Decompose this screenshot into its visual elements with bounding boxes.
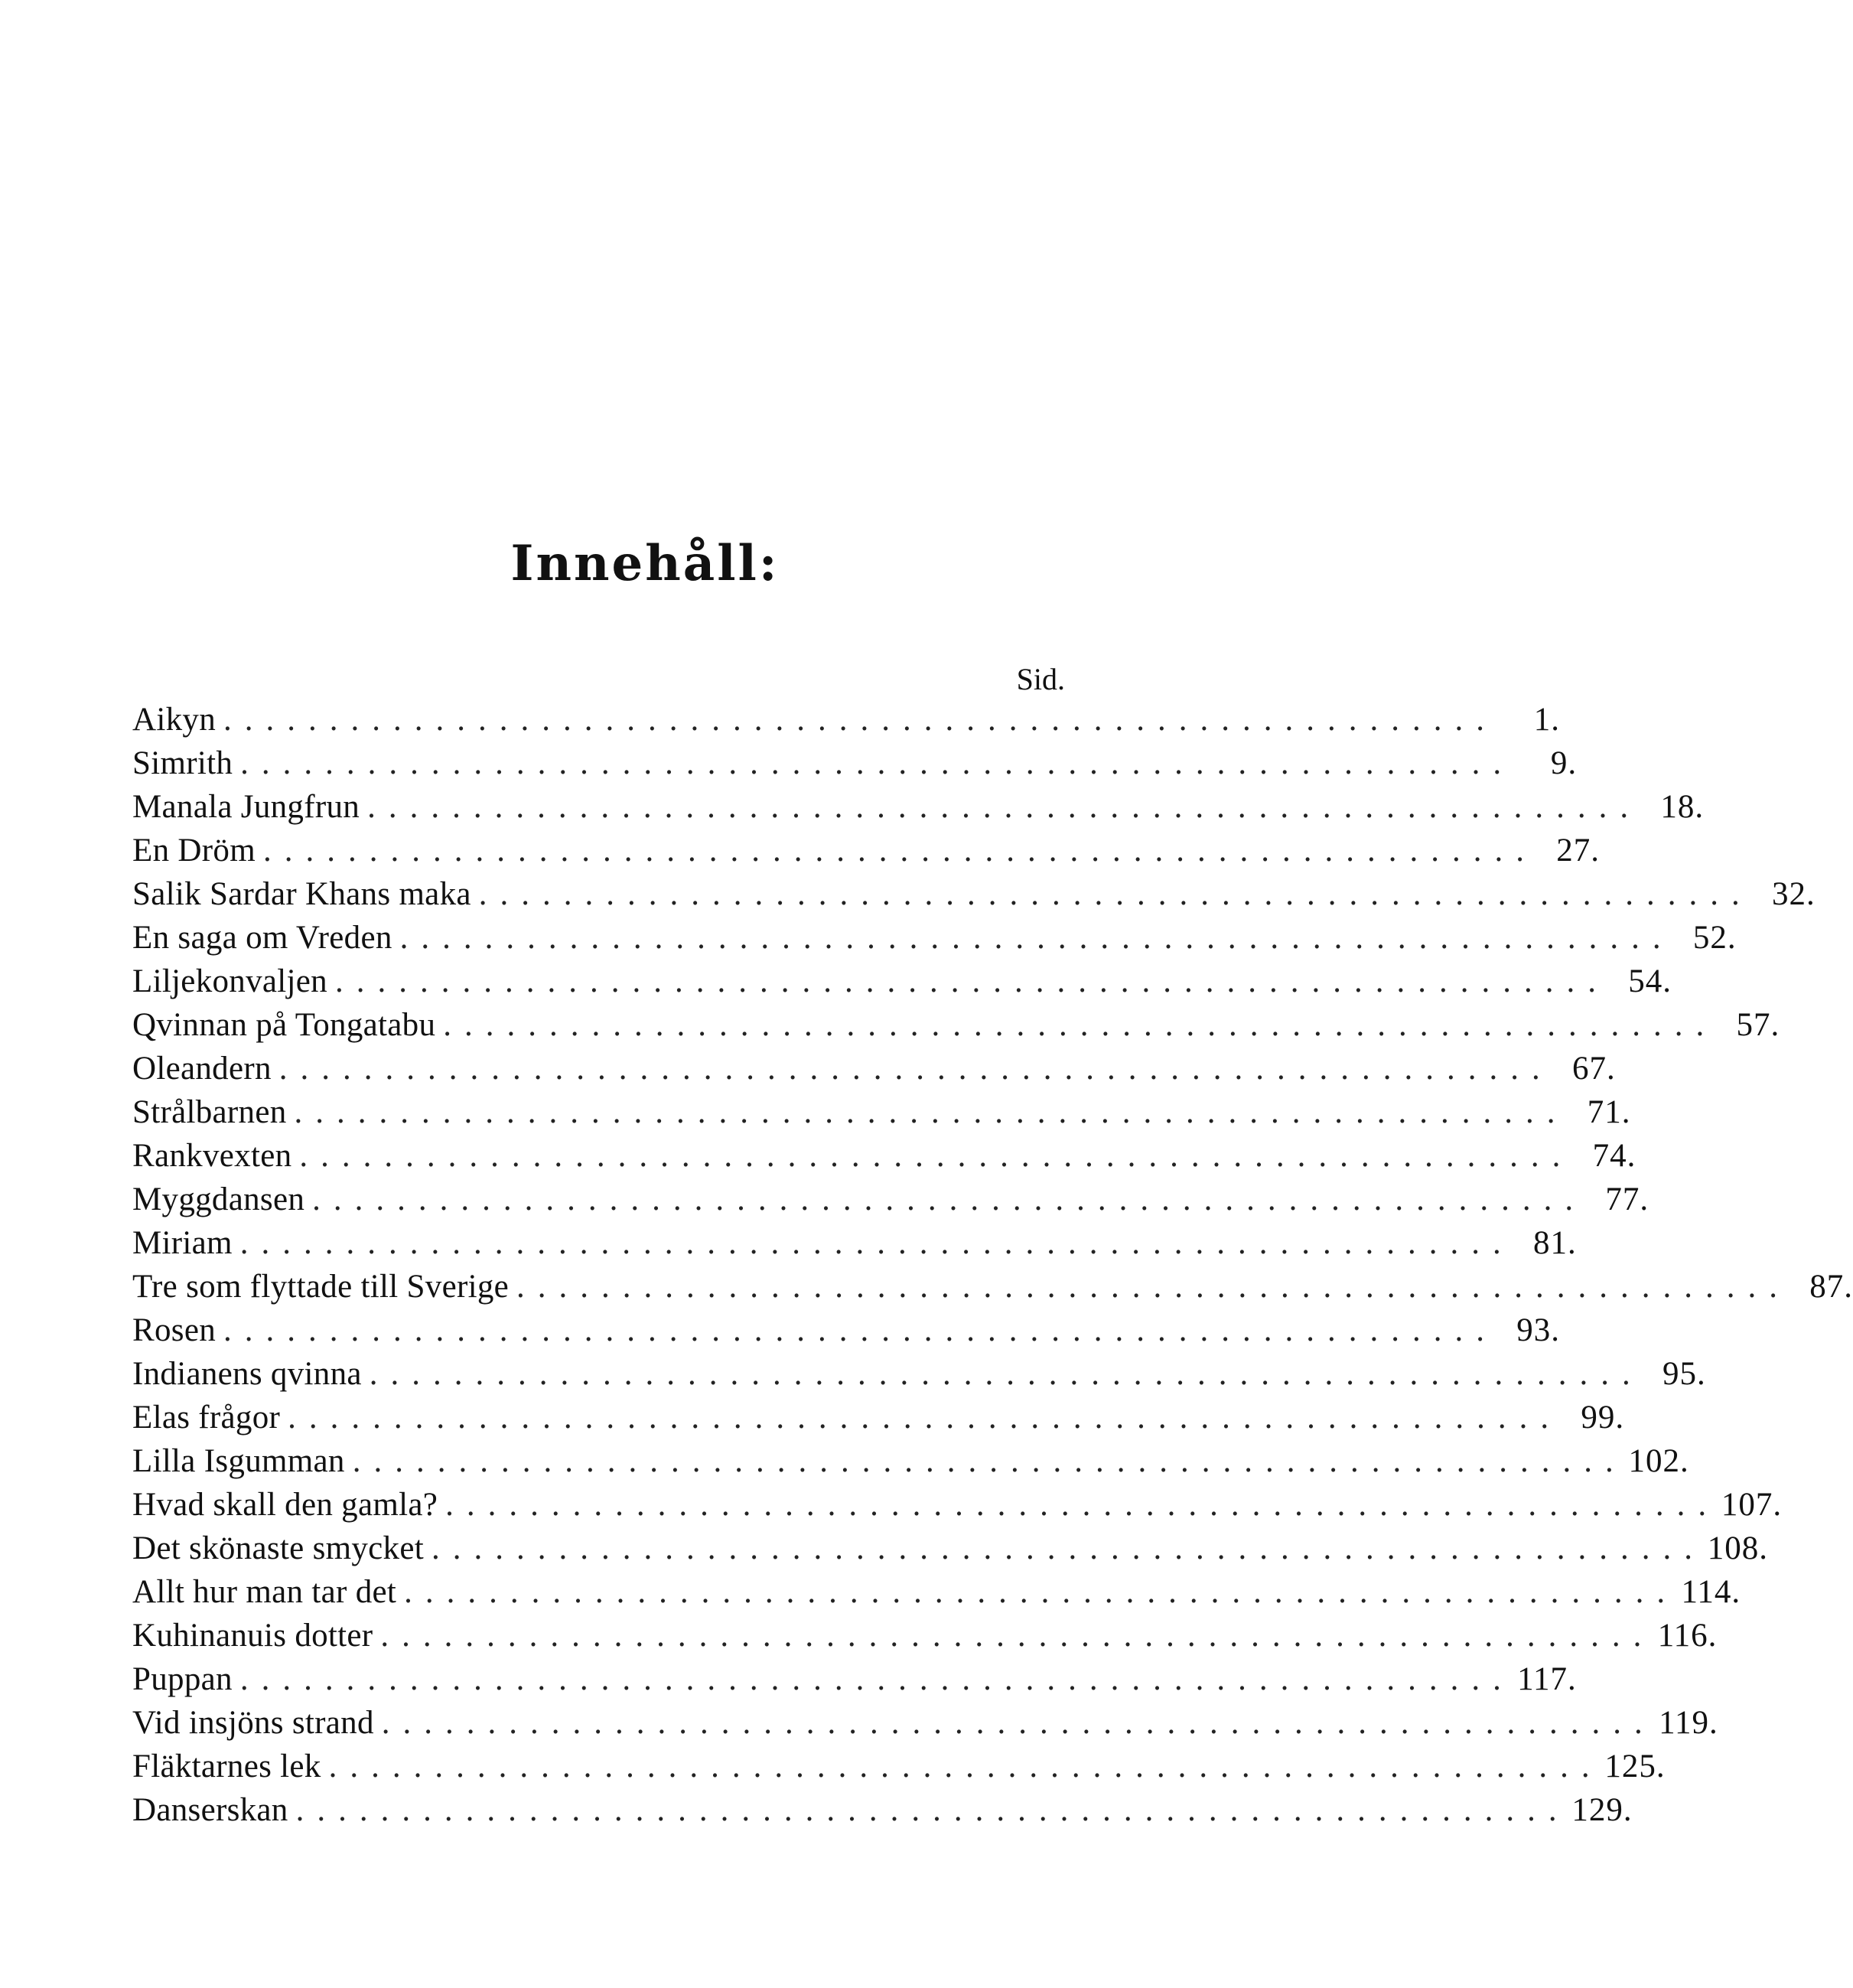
toc-entry[interactable] [132,1701,1718,1745]
toc-dot-leader: ............................................................ [399,920,1674,956]
toc-dot-leader: ............................................................ [223,702,1497,738]
toc-entry-title: Myggdansen [132,1181,305,1217]
toc-dot-leader: ............................................................ [223,1312,1497,1348]
toc-dot-leader: ............................................................ [404,1574,1679,1610]
toc-entry-page: 52. [1692,920,1737,956]
toc-dot-leader: ............................................................ [381,1705,1656,1741]
toc-entry-title: Vid insjöns strand [132,1705,374,1741]
toc-dot-leader: ............................................................ [431,1530,1705,1566]
toc-entry-page: 18. [1660,789,1705,825]
table-of-contents [132,698,1853,1832]
toc-entry-title: Aikyn [132,702,216,738]
toc-entry[interactable] [132,1265,1853,1308]
toc-entry-title: Lilla Isgumman [132,1443,345,1479]
toc-entry-title: Indianens qvinna [132,1356,362,1392]
toc-dot-leader: ............................................................ [380,1618,1655,1654]
toc-entry-page: 117. [1517,1661,1577,1697]
toc-entry-title: En saga om Vreden [132,920,392,956]
toc-dot-leader: ............................................................ [294,1094,1568,1130]
toc-entry-page: 1. [1533,702,1560,738]
toc-entry[interactable] [132,1570,1741,1614]
toc-entry[interactable] [132,1657,1577,1701]
toc-entry[interactable] [132,1352,1706,1396]
toc-entry[interactable] [132,1483,1783,1527]
toc-dot-leader: ............................................................ [288,1400,1562,1436]
toc-entry-title: Salik Sardar Khans maka [132,876,471,912]
toc-entry-page: 114. [1681,1574,1741,1610]
toc-entry-title: En Dröm [132,833,256,869]
toc-entry-title: Allt hur man tar det [132,1574,397,1610]
toc-dot-leader: ............................................................ [443,1007,1718,1043]
toc-entry-title: Simrith [132,745,233,781]
toc-dot-leader: ............................................................ [334,963,1609,999]
toc-entry-page: 27. [1556,833,1600,869]
toc-entry[interactable] [132,1308,1560,1352]
toc-dot-leader: ............................................................ [478,876,1753,912]
toc-entry-title: Tre som flyttade till Sverige [132,1269,510,1305]
toc-entry-page: 116. [1657,1618,1718,1654]
toc-entry[interactable] [132,960,1672,1003]
toc-entry[interactable] [132,1090,1631,1134]
toc-dot-leader: ............................................................ [239,1225,1514,1261]
toc-dot-leader: ............................................................ [262,833,1537,869]
toc-entry-page: 87. [1809,1269,1853,1305]
toc-entry-page: 125. [1604,1748,1666,1784]
page-column-label: Sid. [1016,662,1065,696]
toc-entry-title: Danserskan [132,1792,288,1828]
toc-entry[interactable] [132,1745,1666,1788]
toc-entry[interactable] [132,1788,1633,1832]
toc-entry-title: Fläktarnes lek [132,1748,321,1784]
toc-entry[interactable] [132,916,1737,960]
toc-entry[interactable] [132,872,1816,916]
toc-dot-leader: ............................................................ [369,1356,1643,1392]
toc-dot-leader: ............................................................ [239,1661,1514,1697]
toc-entry-title: Manala Jungfrun [132,789,360,825]
toc-entry-title: Det skönaste smycket [132,1530,424,1566]
toc-entry[interactable] [132,1614,1718,1657]
toc-entry[interactable] [132,1047,1616,1090]
toc-entry-page: 99. [1581,1400,1625,1436]
toc-entry-page: 81. [1533,1225,1577,1261]
toc-entry-title: Rosen [132,1312,216,1348]
toc-entry-title: Oleandern [132,1051,272,1087]
toc-entry-page: 77. [1605,1181,1649,1217]
toc-dot-leader: ............................................................ [445,1487,1720,1523]
toc-dot-leader: ............................................................ [295,1792,1570,1828]
toc-entry[interactable] [132,1439,1689,1483]
toc-entry[interactable] [132,1178,1649,1221]
toc-entry[interactable] [132,1221,1577,1265]
toc-entry-title: Strålbarnen [132,1094,287,1130]
toc-entry-title: Miriam [132,1225,233,1261]
page-title: Innehåll: [510,535,780,592]
toc-entry-page: 119. [1659,1705,1718,1741]
toc-entry-title: Kuhinanuis dotter [132,1618,373,1654]
toc-entry-page: 32. [1772,876,1816,912]
toc-entry[interactable] [132,829,1600,872]
toc-entry[interactable] [132,741,1578,785]
toc-entry[interactable] [132,1396,1625,1439]
toc-entry-title: Hvad skall den gamla? [132,1487,438,1523]
toc-entry-page: 74. [1592,1138,1636,1174]
toc-entry-title: Rankvexten [132,1138,292,1174]
toc-dot-leader: ............................................................ [328,1748,1603,1784]
toc-entry-title: Elas frågor [132,1400,281,1436]
toc-dot-leader: ............................................................ [240,745,1515,781]
toc-dot-leader: ............................................................ [299,1138,1574,1174]
toc-dot-leader: ............................................................ [352,1443,1627,1479]
toc-entry-page: 71. [1587,1094,1631,1130]
toc-entry-page: 102. [1628,1443,1689,1479]
toc-dot-leader: ............................................................ [367,789,1642,825]
toc-entry-title: Qvinnan på Tongatabu [132,1007,436,1043]
toc-entry[interactable] [132,785,1705,829]
toc-dot-leader: ............................................................ [516,1269,1791,1305]
toc-entry[interactable] [132,1527,1768,1570]
toc-entry-page: 9. [1550,745,1578,781]
toc-entry[interactable] [132,1003,1780,1047]
toc-entry[interactable] [132,698,1560,741]
toc-entry-page: 54. [1628,963,1672,999]
toc-entry-page: 107. [1721,1487,1783,1523]
toc-entry-title: Puppan [132,1661,233,1697]
toc-entry-page: 95. [1662,1356,1706,1392]
toc-dot-leader: ............................................................ [312,1181,1587,1217]
toc-entry[interactable] [132,1134,1636,1178]
toc-entry-page: 129. [1571,1792,1633,1828]
toc-entry-page: 57. [1736,1007,1780,1043]
toc-entry-page: 67. [1572,1051,1616,1087]
toc-entry-page: 93. [1516,1312,1560,1348]
toc-dot-leader: ............................................................ [278,1051,1553,1087]
toc-entry-title: Liljekonvaljen [132,963,327,999]
toc-entry-page: 108. [1707,1530,1768,1566]
